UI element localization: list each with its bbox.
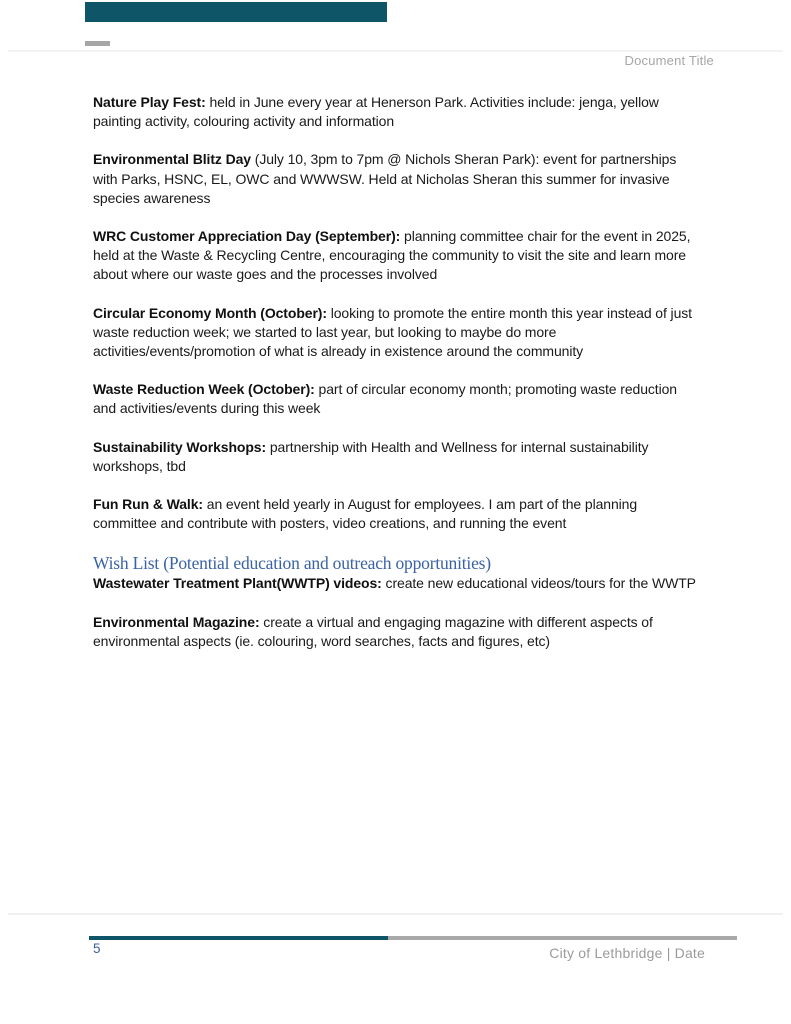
footer-rule xyxy=(8,913,783,915)
paragraph-text: looking to promote the entire month this year instead of just waste reduction week; we started to last year, but looking to maybe do more activities/events/promotion of what is already in existence around the community xyxy=(93,304,692,360)
paragraph-text: held in June every year at Henerson Park. Activities include: jenga, yellow painting activity, colouring activity and information xyxy=(93,94,659,130)
paragraph xyxy=(93,574,703,593)
paragraph-text: planning committee chair for the event in 2025, held at the Waste & Recycling Centre, encouraging the community to visit the site and learn more about where our waste goes and the processes involved xyxy=(93,228,691,283)
paragraph-lead: WRC Customer Appreciation Day (September): xyxy=(93,228,401,245)
paragraph xyxy=(93,495,703,533)
paragraph xyxy=(93,438,703,476)
header-rule xyxy=(8,50,783,52)
document-title: Document Title xyxy=(624,53,714,68)
paragraph xyxy=(93,227,703,285)
paragraph xyxy=(93,150,703,208)
paragraph-text: create a virtual and engaging magazine with different aspects of environmental aspects (ie. colouring, word searches, facts and figures, etc) xyxy=(93,613,653,649)
page-number: 5 xyxy=(93,941,101,956)
header-dash xyxy=(85,41,110,46)
paragraph-lead: Sustainability Workshops: xyxy=(93,438,267,455)
wish-list-heading: Wish List (Potential education and outreach opportunities) xyxy=(93,553,491,574)
paragraph-text: partnership with Health and Wellness for internal sustainability workshops, tbd xyxy=(93,438,649,474)
header-accent-bar xyxy=(85,2,387,22)
paragraph-text: (July 10, 3pm to 7pm @ Nichols Sheran Park): event for partnerships with Parks, HSNC, EL, OWC and WWWSW. Held at Nicholas Sheran this summer for invasive species awareness xyxy=(93,151,677,206)
paragraph-lead: Environmental Magazine: xyxy=(93,613,260,630)
events-section xyxy=(93,93,703,533)
footer-credit-text: City of Lethbridge | Date xyxy=(549,945,705,961)
paragraph xyxy=(93,613,703,651)
paragraph-lead: Waste Reduction Week (October): xyxy=(93,381,315,398)
paragraph xyxy=(93,304,703,362)
paragraph xyxy=(93,93,703,131)
paragraph xyxy=(93,380,703,418)
paragraph-text: an event held yearly in August for employees. I am part of the planning committee and contribute with posters, video creations, and running the event xyxy=(93,496,638,532)
paragraph-lead: Wastewater Treatment Plant(WWTP) videos: xyxy=(93,575,382,592)
paragraph-lead: Environmental Blitz Day xyxy=(93,151,251,168)
paragraph-lead: Nature Play Fest: xyxy=(93,94,206,110)
paragraph-lead: Circular Economy Month (October): xyxy=(93,304,327,321)
footer-bar-track xyxy=(89,936,737,940)
paragraph-text: part of circular economy month; promoting waste reduction and activities/events during this week xyxy=(93,381,677,417)
paragraph-text: create new educational videos/tours for the WWTP xyxy=(381,575,696,592)
document-body xyxy=(93,93,703,670)
wish-list-section xyxy=(93,574,703,651)
paragraph-lead: Fun Run & Walk: xyxy=(93,496,203,513)
footer-bar-accent xyxy=(89,936,388,940)
